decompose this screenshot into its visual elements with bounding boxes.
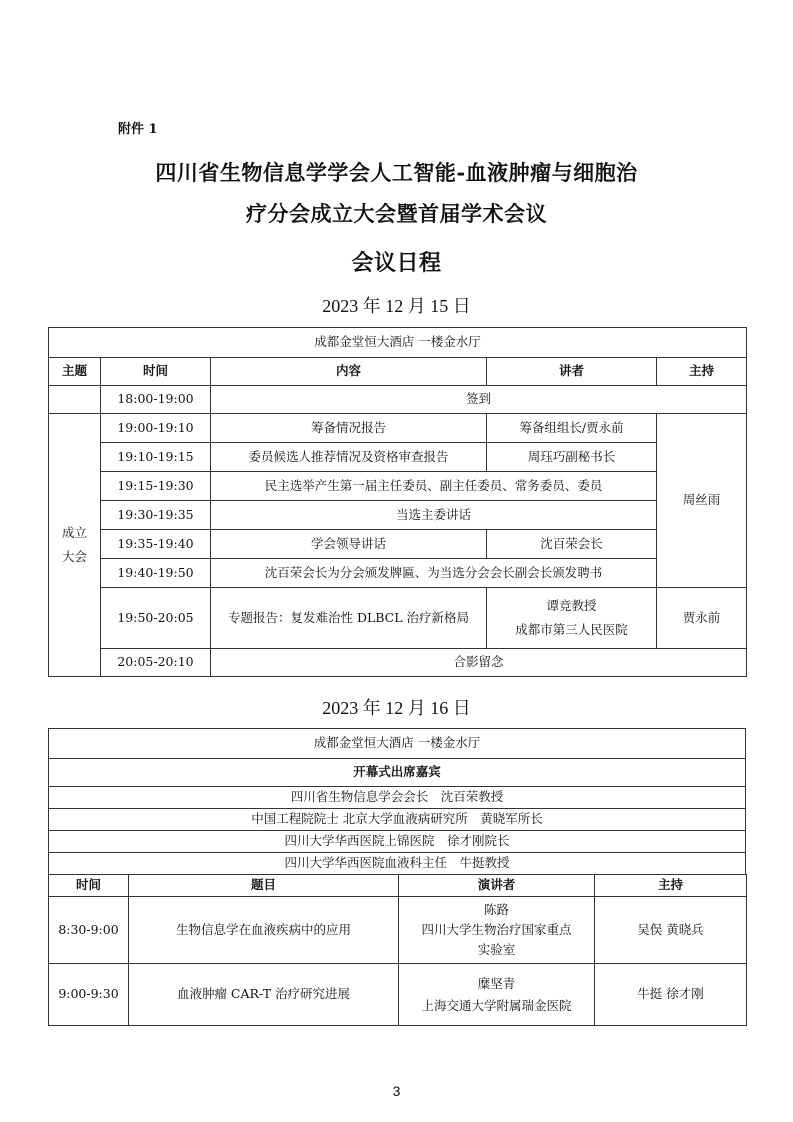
guest-row: 四川大学华西医院血液科主任 牛挺教授	[49, 853, 746, 875]
session-speaker	[399, 964, 595, 1026]
row-content: 筹备情况报告	[211, 414, 487, 443]
row-time: 19:15-19:30	[101, 472, 211, 501]
header-theme: 主题	[49, 358, 101, 386]
session-time: 9:00-9:30	[49, 964, 129, 1026]
row-time: 20:05-20:10	[101, 649, 211, 677]
empty-theme-cell	[49, 386, 101, 414]
attachment-label: 附件 1	[118, 122, 158, 137]
guests-title: 开幕式出席嘉宾	[49, 759, 746, 787]
header-topic: 题目	[129, 875, 399, 897]
session-topic: 生物信息学在血液疾病中的应用	[129, 897, 399, 964]
speaker-name: 糜坚青	[477, 976, 516, 992]
theme-cell	[49, 414, 101, 677]
session-time: 8:30-9:00	[49, 897, 129, 964]
speaker-affiliation-cont: 实验室	[477, 942, 516, 957]
guest-row: 中国工程院院士 北京大学血液病研究所 黄晓军所长	[49, 809, 746, 831]
session-speaker	[399, 897, 595, 964]
session-host: 吴俣 黄晓兵	[595, 897, 747, 964]
day1-date: 2023 年 12 月 15 日	[322, 296, 471, 316]
row-speaker: 筹备组组长/贾永前	[487, 414, 657, 443]
theme-line-2: 大会	[61, 549, 87, 564]
row-time: 19:00-19:10	[101, 414, 211, 443]
row-time: 19:35-19:40	[101, 530, 211, 559]
header-host: 主持	[657, 358, 747, 386]
title-line-1: 四川省生物信息学学会人工智能-血液肿瘤与细胞治	[155, 160, 638, 185]
guest-row: 四川大学华西医院上锦医院 徐才刚院长	[49, 831, 746, 853]
theme-line-1: 成立	[61, 525, 87, 541]
session-host: 牛挺 徐才刚	[595, 964, 747, 1026]
row-content: 沈百荣会长为分会颁发牌匾、为当选分会会长副会长颁发聘书	[211, 559, 657, 588]
title-line-2: 疗分会成立大会暨首届学术会议	[246, 201, 547, 226]
row-content: 学会领导讲话	[211, 530, 487, 559]
row-time: 19:50-20:05	[101, 588, 211, 649]
row-content: 委员候选人推荐情况及资格审查报告	[211, 443, 487, 472]
day2-date: 2023 年 12 月 16 日	[322, 698, 471, 718]
speaker-affiliation: 成都市第三人民医院	[515, 622, 628, 637]
row-content: 民主选举产生第一届主任委员、副主任委员、常务委员、委员	[211, 472, 657, 501]
row-content: 签到	[211, 386, 747, 414]
row-content: 合影留念	[211, 649, 747, 677]
day1-venue: 成都金堂恒大酒店 一楼金水厅	[49, 328, 747, 358]
agenda-title: 会议日程	[351, 250, 442, 276]
row-time: 19:40-19:50	[101, 559, 211, 588]
header-time: 时间	[49, 875, 129, 897]
speaker-name: 谭竞教授	[546, 598, 597, 614]
row-time: 18:00-19:00	[101, 386, 211, 414]
header-host: 主持	[595, 875, 747, 897]
header-speaker: 讲者	[487, 358, 657, 386]
row-content: 专题报告：复发难治性 DLBCL 治疗新格局	[211, 588, 487, 649]
session-topic: 血液肿瘤 CAR-T 治疗研究进展	[129, 964, 399, 1026]
row-speaker	[487, 588, 657, 649]
host-cell-b: 贾永前	[657, 588, 747, 649]
host-cell-a: 周丝雨	[657, 414, 747, 588]
guest-row: 四川省生物信息学会会长 沈百荣教授	[49, 787, 746, 809]
row-speaker: 沈百荣会长	[487, 530, 657, 559]
row-speaker: 周珏巧副秘书长	[487, 443, 657, 472]
day1-schedule-table	[48, 327, 747, 677]
day2-guests-table	[48, 728, 746, 875]
speaker-affiliation: 四川大学生物治疗国家重点	[421, 922, 572, 937]
page-number: 3	[392, 1083, 401, 1099]
day2-venue: 成都金堂恒大酒店 一楼金水厅	[49, 729, 746, 759]
speaker-affiliation: 上海交通大学附属瑞金医院	[421, 997, 572, 1013]
row-content: 当选主委讲话	[211, 501, 657, 530]
row-time: 19:10-19:15	[101, 443, 211, 472]
day2-sessions-table	[48, 874, 747, 1026]
header-content: 内容	[211, 358, 487, 386]
header-time: 时间	[101, 358, 211, 386]
speaker-name: 陈路	[483, 902, 509, 917]
row-time: 19:30-19:35	[101, 501, 211, 530]
header-speaker: 演讲者	[399, 875, 595, 897]
